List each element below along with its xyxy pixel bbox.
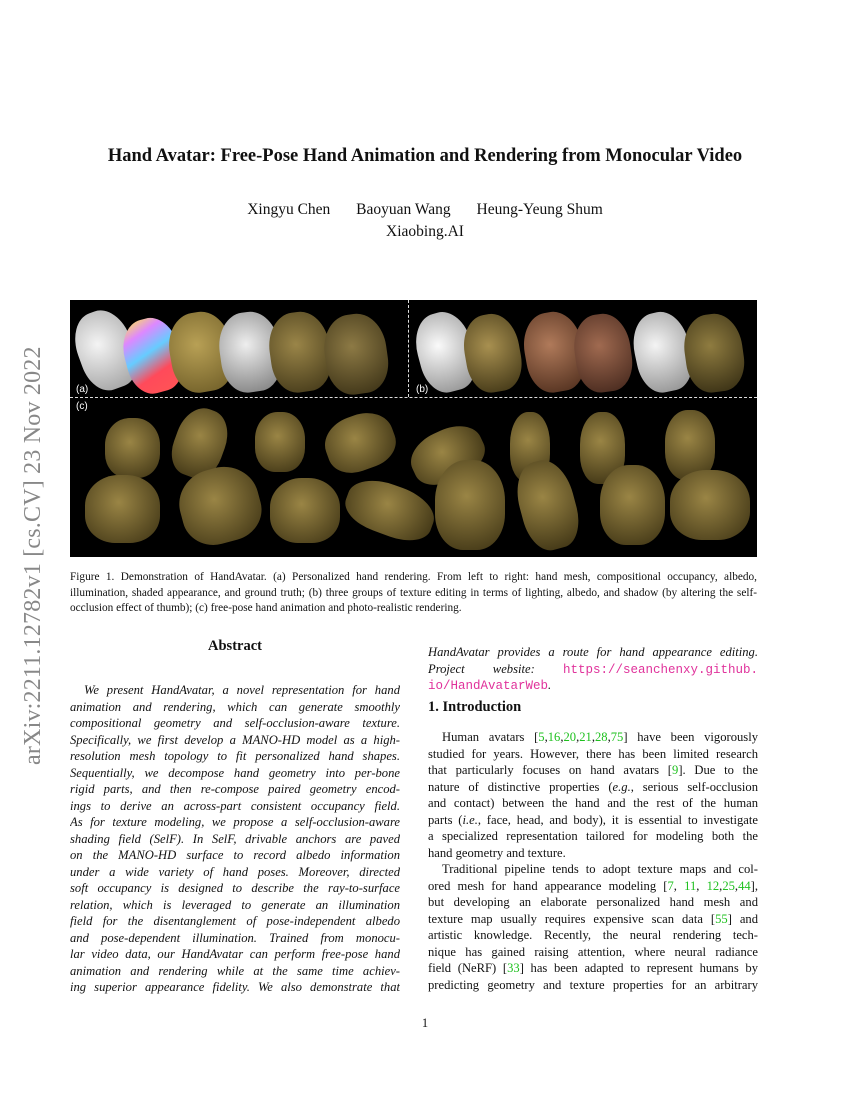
- text: ] have been vigorously: [623, 730, 758, 744]
- text-line: [70, 979, 400, 996]
- page-number: 1: [421, 1016, 429, 1030]
- author: Heung-Yeung Shum: [476, 201, 603, 218]
- project-url-link[interactable]: io/HandAvatarWeb: [428, 679, 549, 693]
- italic-text: lar video data, our HandAvatar can perform free-pose hand: [70, 947, 400, 961]
- text: ]. Due to the: [678, 763, 758, 777]
- text: , face, head, and body), it is essential to investigate: [477, 812, 758, 827]
- citation-link[interactable]: 20: [563, 730, 577, 744]
- text-line: [70, 715, 400, 732]
- citation-link[interactable]: 25: [722, 878, 735, 893]
- text-line: [428, 812, 758, 829]
- text: ] has been adapted to represent humans by: [519, 961, 758, 975]
- italic-text: As for texture modeling, we propose a self-occlusion-aware: [70, 815, 400, 829]
- text-line: [70, 897, 400, 914]
- citation-link[interactable]: 75: [610, 730, 624, 744]
- italic-text: HandAvatar provides a route for hand appearance editing.: [428, 645, 758, 659]
- introduction-heading: 1. Introduction: [428, 699, 522, 715]
- italic-text: on the MANO-HD surface to record albedo information: [70, 848, 400, 862]
- edit-shadow-image: [680, 310, 748, 395]
- citation-link[interactable]: 12: [706, 878, 720, 893]
- animated-hand-image: [255, 412, 305, 472]
- animated-hand-image: [105, 418, 160, 478]
- ground-truth-image: [320, 310, 393, 398]
- text-line: [428, 795, 758, 812]
- text-line: [70, 880, 400, 897]
- text: ,: [591, 730, 595, 744]
- text: nature of distinctive properties (: [428, 779, 613, 794]
- text: ],: [750, 878, 758, 893]
- text-line: [70, 765, 400, 782]
- text: texture map usually requires expensive scan data [: [428, 911, 716, 926]
- citation-link[interactable]: 21: [579, 730, 592, 744]
- abstract-continued: [428, 644, 758, 694]
- text-line: [428, 878, 758, 895]
- text: , serious self-occlusion: [630, 779, 758, 794]
- text-line: [428, 894, 758, 911]
- citation-link[interactable]: 55: [715, 911, 728, 926]
- text-line: [428, 845, 758, 862]
- text-line: [70, 930, 400, 947]
- italic-text: rigid parts, and then re-compose paired geometry encod-: [70, 782, 400, 796]
- citation-link[interactable]: 11: [684, 878, 697, 893]
- text: ored mesh for hand appearance modeling [: [428, 878, 668, 893]
- citation-link[interactable]: 16: [547, 730, 561, 744]
- italic-text: i.e.: [462, 812, 478, 827]
- text-line: [70, 946, 400, 963]
- citation-link[interactable]: 28: [595, 730, 608, 744]
- text-line: [428, 977, 758, 994]
- text: nique has gained raising attention, where neural radiance: [428, 944, 758, 959]
- text: a specialized representation tailored for modeling both the: [428, 829, 758, 843]
- text: ,: [560, 730, 564, 744]
- text-line: [428, 677, 758, 694]
- arxiv-identifier: arXiv:2211.12782v1 [cs.CV] 23 Nov 2022: [20, 346, 46, 765]
- italic-text: We present HandAvatar, a novel representation for hand: [84, 683, 400, 697]
- teaser-figure: [70, 300, 757, 557]
- text-line: [70, 831, 400, 848]
- italic-text: compositional geometry and self-occlusion-aware texture.: [70, 716, 400, 730]
- text: ,: [696, 878, 707, 893]
- italic-text: .: [548, 678, 552, 692]
- text: ,: [544, 730, 548, 744]
- panel-label-b: (b): [416, 384, 429, 395]
- italic-text: shading field (SelF). In SelF, drivable anchors are paved: [70, 831, 400, 846]
- italic-text: under a wide variety of hand poses. Moreover, directed: [70, 864, 400, 879]
- text: studied for years. However, there has been limited research: [428, 746, 758, 761]
- text-line: [428, 661, 758, 678]
- text-line: [70, 963, 400, 980]
- text-line: [428, 762, 758, 779]
- italic-text: relation, which is leveraged to generate an illumination: [70, 897, 400, 912]
- text: but developing an elaborate personalized hand mesh and: [428, 895, 758, 909]
- italic-text: Project website:: [428, 661, 563, 676]
- animated-hand-image: [85, 475, 160, 543]
- text: artistic knowledge. Recently, the neural rendering tech-: [428, 928, 758, 942]
- animated-hand-image: [600, 465, 665, 545]
- text: and contact) between the hand and the rest of the human: [428, 796, 758, 810]
- animated-hand-image: [670, 470, 750, 540]
- abstract-body: [70, 682, 400, 996]
- text: predicting geometry and texture properties for an arbitrary: [428, 977, 758, 992]
- text-line: [70, 913, 400, 930]
- text-line: [70, 732, 400, 749]
- citation-link[interactable]: 7: [667, 878, 674, 893]
- author: Baoyuan Wang: [356, 201, 451, 218]
- text-line: [428, 911, 758, 928]
- italic-text: resolution mesh topology to fit personalized hand shapes.: [70, 749, 400, 763]
- text-line: [428, 644, 758, 661]
- citation-link[interactable]: 5: [538, 730, 545, 744]
- affiliation: Xiaobing.AI: [386, 223, 464, 240]
- italic-text: animation and rendering while at the same time achiev-: [70, 963, 400, 978]
- text: ,: [607, 730, 611, 744]
- author: Xingyu Chen: [247, 201, 331, 218]
- italic-text: Specifically, we first develop a MANO-HD model as a high-: [70, 732, 400, 747]
- text-line: [70, 682, 400, 699]
- italic-text: animation and rendering, which can generate smoothly: [70, 699, 400, 714]
- text: field (NeRF) [: [428, 961, 508, 975]
- text: parts (: [428, 812, 463, 827]
- animated-hand-image: [435, 460, 505, 550]
- text: Traditional pipeline tends to adopt texture maps and col-: [442, 862, 758, 876]
- text-line: [428, 927, 758, 944]
- author-list: [0, 201, 850, 219]
- italic-text: soft occupancy is designed to describe the ray-to-surface: [70, 881, 400, 895]
- text: hand geometry and texture.: [428, 845, 566, 860]
- abstract-heading: Abstract: [208, 638, 262, 654]
- animated-hand-image: [270, 478, 340, 543]
- paper-title: Hand Avatar: Free-Pose Hand Animation and Rendering from Monocular Video: [107, 146, 743, 166]
- text: ,: [734, 878, 739, 893]
- italic-text: ing superior appearance fidelity. We also demonstrate that: [70, 980, 400, 994]
- citation-link[interactable]: 33: [507, 961, 520, 975]
- divider: [408, 300, 409, 397]
- text-line: [70, 748, 400, 765]
- text-line: [70, 798, 400, 815]
- text-line: [70, 781, 400, 798]
- introduction-body: [428, 729, 758, 993]
- text-line: [70, 847, 400, 864]
- text-line: [70, 864, 400, 881]
- edit-albedo-image: [570, 310, 636, 395]
- text-line: [428, 828, 758, 845]
- italic-text: field for the disentanglement of pose-independent albedo: [70, 914, 400, 928]
- italic-text: Sequentially, we decompose hand geometry into per-bone: [70, 765, 400, 780]
- animated-hand-image: [318, 405, 403, 481]
- text-line: [428, 779, 758, 796]
- text: ,: [719, 878, 723, 893]
- text-line: [70, 814, 400, 831]
- figure-caption: Figure 1. Demonstration of HandAvatar. (a) Personalized hand rendering. From left to right: hand mesh, compositional occupancy, albedo, illumination, shaded appearance, and ground truth; (b) three groups of texture editing in terms of lighting, albedo, and shadow (by altering the self-occlusion effect of thumb); (c) free-pose hand animation and photo-realistic rendering.: [70, 571, 757, 614]
- text-line: [428, 746, 758, 763]
- text-line: [428, 944, 758, 961]
- italic-text: ings to derive an across-part consistent occupancy field.: [70, 798, 400, 813]
- citation-link[interactable]: 9: [672, 763, 679, 777]
- divider: [70, 397, 757, 398]
- panel-label-a: (a): [76, 384, 89, 395]
- text-line: [428, 960, 758, 977]
- text-line: [428, 861, 758, 878]
- text: ,: [673, 878, 685, 893]
- text: that particularly focuses on hand avatars [: [428, 763, 673, 777]
- citation-link[interactable]: 44: [738, 878, 751, 893]
- text: ,: [576, 730, 580, 744]
- project-url-link[interactable]: https://seanchenxy.github.: [562, 662, 758, 677]
- text: Human avatars [: [442, 730, 539, 744]
- text-line: [70, 699, 400, 716]
- text: ] and: [727, 911, 758, 926]
- italic-text: e.g.: [612, 779, 631, 794]
- text-line: [428, 729, 758, 746]
- italic-text: and pose-dependent illumination. Trained from monocu-: [70, 930, 400, 945]
- panel-label-c: (c): [76, 401, 88, 412]
